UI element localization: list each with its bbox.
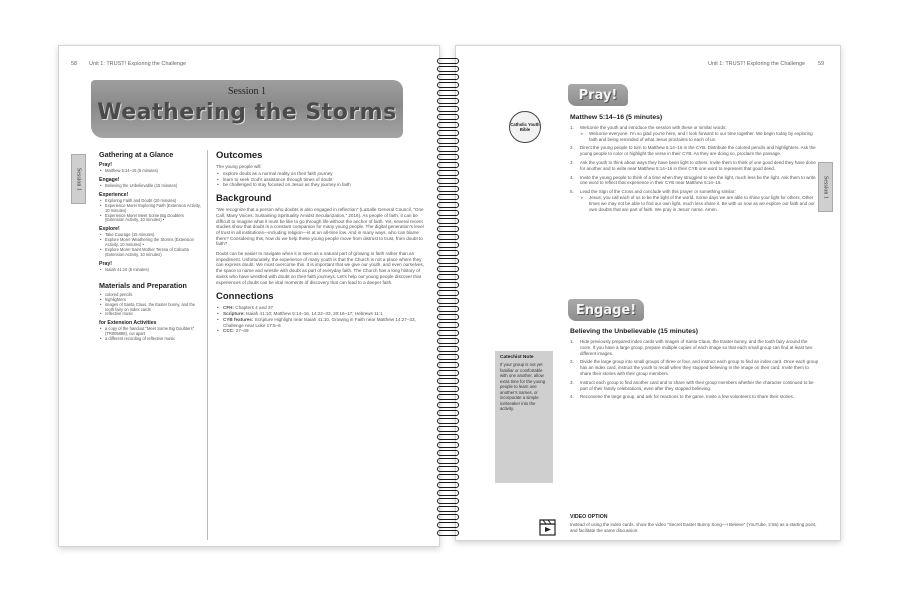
spiral-coil [437, 226, 459, 232]
connection-label: Scripture: [223, 311, 245, 317]
spiral-coil [437, 74, 459, 80]
outcome-item: • be challenged to stay focused on Jesus as they journey in faith [216, 182, 426, 188]
catholic-youth-bible-icon [509, 111, 541, 143]
spiral-coil [437, 394, 459, 400]
spiral-coil [437, 314, 459, 320]
pray-banner-label: Pray! [578, 87, 618, 103]
main-column [216, 150, 426, 339]
outcomes-intro: The young people will: [216, 164, 262, 169]
spiral-coil [437, 506, 459, 512]
glance-item: • Experience More! Exploring Faith (Extension Activity, 10 minutes) [99, 204, 203, 214]
connection-label: CYB features: [223, 316, 254, 322]
pray-banner [568, 84, 628, 106]
pray-step: 4. Invite the young people to think of a time when they struggled to see the light, much less be the light. Ask them to write one word to reflect that experience in their CYB near Matthew 5:14–16. [570, 174, 816, 186]
extension-heading: for Extension Activities [99, 320, 157, 327]
materials-item: • highlighters [99, 298, 203, 303]
spiral-coil [437, 290, 459, 296]
connection-text: 27–49 [234, 328, 249, 334]
side-tab [71, 154, 86, 204]
glance-group-heading: Explore! [99, 226, 120, 233]
side-tab-label: Session 1 [822, 175, 829, 199]
spiral-coil [437, 282, 459, 288]
session-title: Weathering the Storms [97, 100, 397, 125]
page-number: 59 [818, 61, 825, 67]
spiral-coil [437, 474, 459, 480]
spiral-coil [437, 378, 459, 384]
spiral-coil [437, 98, 459, 104]
spiral-coil [437, 202, 459, 208]
glance-item: • Experience More! Meet Some Big Doubters (Extension Activity, 10 minutes) • [99, 214, 203, 224]
glance-heading: Gathering at a Glance [99, 150, 174, 159]
connection-text: Scripture Highlight near Isaiah 41:10, Growing in Faith near Matthew 14:27–33, Challenge near Luke 17:5–6 [223, 316, 416, 328]
badge-label: Catholic Youth Bible [510, 122, 540, 132]
spiral-coil [437, 154, 459, 160]
spiral-coil [437, 266, 459, 272]
spiral-coil [437, 346, 459, 352]
pray-step: 1. Welcome the youth and introduce the session with these or similar words: ➢ Welcome everyone. I'm so glad you're here, and I look forward to our time together. We begin today by exploring faith and being reminded of what Jesus proclaims to each of us. [570, 125, 820, 142]
catechist-note [495, 351, 553, 483]
spiral-coil [437, 490, 459, 496]
engage-banner [568, 299, 644, 321]
spiral-coil [437, 322, 459, 328]
spiral-coil [437, 330, 459, 336]
spiral-coil [437, 186, 459, 192]
connection-text: Chapters 4 and 37 [233, 305, 274, 311]
session-label: Session 1 [227, 86, 267, 97]
materials-heading: Materials and Preparation [99, 280, 187, 290]
spiral-coil [437, 138, 459, 144]
spiral-binding [437, 58, 459, 548]
spiral-coil [437, 274, 459, 280]
outcome-item: • explore doubt as a normal reality on their faith journey [216, 171, 426, 177]
spiral-coil [437, 362, 459, 368]
left-page [58, 45, 440, 547]
spiral-coil [437, 242, 459, 248]
spiral-coil [437, 370, 459, 376]
spiral-coil [437, 434, 459, 440]
catechist-note-text: If your group is not yet familiar or comfortable with one another, allow extra time for the young people to learn one another's names, or incorporate a simple icebreaker into the activity. [500, 362, 546, 411]
engage-heading: Believing the Unbelievable (15 minutes) [570, 328, 699, 335]
spiral-coil [437, 114, 459, 120]
spiral-coil [437, 442, 459, 448]
catechist-note-heading: Catechist Note [500, 355, 534, 360]
spiral-coil [437, 90, 459, 96]
engage-step: 2. Divide the large group into small groups of three or four, and instruct each group to find an index card. Once each group has an index card, instruct the youth to recall when they stopped believing in the image on their card. Invite them to share their stories with their group members. [570, 359, 819, 376]
spiral-coil [437, 386, 459, 392]
extension-item: • a different recording of reflective music [99, 337, 203, 342]
engage-section [570, 328, 820, 403]
glance-item: • Believing the Unbelievable (15 minutes) [99, 184, 203, 189]
spiral-coil [437, 258, 459, 264]
video-option-heading: VIDEO OPTION [570, 514, 608, 520]
spiral-coil [437, 450, 459, 456]
spiral-coil [437, 498, 459, 504]
spiral-coil [437, 298, 459, 304]
connection-label: CFH: [223, 305, 234, 311]
spiral-coil [437, 466, 459, 472]
connections-heading: Connections [216, 291, 274, 303]
spiral-coil [437, 354, 459, 360]
glance-item: • Isaiah 41:10 (5 minutes) [99, 268, 203, 273]
sidebar-column [99, 150, 203, 344]
extension-item: • a copy of the handout "Meet Some Big Doubters" (TR005888), cut apart [99, 327, 203, 337]
side-tab-label: Session 1 [75, 167, 82, 191]
spiral-coil [437, 458, 459, 464]
connection-item [216, 317, 426, 329]
spiral-coil [437, 130, 459, 136]
spiral-coil [437, 522, 459, 528]
spiral-coil [437, 338, 459, 344]
right-page [455, 45, 841, 541]
glance-item: • Explore More! Saint Mother Teresa of Calcutta (Extension Activity, 10 minutes) [99, 248, 203, 258]
spiral-coil [437, 410, 459, 416]
pray-step: 3. Ask the youth to think about ways they have been light to others. Invite them to think of one good deed they have done for another and to write near Matthew 5:14–16 in their CYB one word to represent that good deed. [570, 159, 816, 171]
spiral-coil [437, 482, 459, 488]
connection-label: CCC: [223, 328, 235, 334]
engage-step: 3. Instruct each group to find another card and to share with their group members whether the character continued to be part of their family celebrations, even after they stopped believing. [570, 379, 814, 391]
pray-heading: Matthew 5:14–16 (5 minutes) [570, 114, 663, 121]
pray-step: 5. Lead the Sign of the Cross and conclude with this prayer or something similar: ➢ Jesus, you call each of us to be the light of the world. Some days we are able to shine your light for others. Other times we may not be able to find our own light, much less share it. Be with us now as we explore our faith and our own doubts that are part of faith. We pray in Jesus' name. Amen. [570, 189, 820, 212]
spiral-coil [437, 530, 459, 536]
page-number: 58 [71, 61, 78, 67]
spiral-coil [437, 418, 459, 424]
outcomes-heading: Outcomes [216, 150, 263, 161]
background-heading: Background [216, 193, 272, 205]
spiral-coil [437, 306, 459, 312]
connection-text: Isaiah 41:10; Matthew 5:14–16, 14:22–33, 20:16–17; Hebrews 11:1 [244, 311, 383, 317]
glance-item: • Exploring Faith and Doubt (20 minutes) [99, 199, 203, 204]
spiral-coil [437, 402, 459, 408]
outcome-item: • learn to seek God's assistance through times of doubt [216, 177, 426, 183]
spiral-coil [437, 210, 459, 216]
spiral-coil [437, 162, 459, 168]
spiral-coil [437, 250, 459, 256]
video-option-text: Instead of using the index cards, show the video "Secret Easter Bunny Song—I Believe" (YouTube, 2:55) as a starting point, and facilitate the same discussion. [570, 522, 817, 533]
spiral-coil [437, 122, 459, 128]
pray-step-script: ➢ Jesus, you call each of us to be the light of the world. Some days we are able to shine your light for others. Other times we may not be able to find our own light, much less share it. Be with us now as we explore our faith and our own doubts that are part of faith. We pray in Jesus' name. Amen. [580, 195, 820, 212]
spiral-coil [437, 514, 459, 520]
side-tab [818, 162, 833, 212]
spiral-coil [437, 146, 459, 152]
materials-item: • colored pencils [99, 293, 203, 298]
running-head: Unit 1: TRUST! Exploring the Challenge [708, 61, 806, 67]
engage-step: 1. Hide previously prepared index cards with images of Santa Claus, the Easter bunny, and the tooth fairy around the room. If you have a large group, prepare multiple copies of each image so that each small group can find at least two different images. [570, 339, 813, 356]
spiral-coil [437, 426, 459, 432]
spiral-coil [437, 82, 459, 88]
spiral-coil [437, 178, 459, 184]
spiral-coil [437, 66, 459, 72]
engage-step: 4. Reconvene the large group, and ask for reactions to the game. Invite a few volunteers to share their stories. [570, 394, 795, 400]
glance-item: • Matthew 5:14–16 (5 minutes) [99, 169, 203, 174]
background-paragraph: "We recognize that a person who doubts is also engaged in reflection" (LaSalle General Council, "One Call, Many Voices: Sustaining Spirituality Amidst Secularization," 2016). As people of faith, it can be difficult to imagine what it must be like to go through life without the anchor of faith. Yet, several recent studies show that doubt is a constant companion for many young people. The digital generation's level of trust in all institutions—including religion—is at an all-time low. And in many ways, who can blame them? Considering this, how do we help these young people move from distrust to trust, from doubt to faith? [216, 207, 424, 247]
pray-step-script: ➢ Welcome everyone. I'm so glad you're here, and I look forward to our time together. We begin today by exploring faith and being reminded of what Jesus proclaims to each of us. [580, 131, 820, 143]
session-title-banner [91, 80, 403, 138]
glance-group-heading: Engage! [99, 176, 120, 183]
spiral-coil [437, 234, 459, 240]
glance-item: • Explore More! Weathering the Storms (Extension Activity, 10 minutes) • [99, 238, 203, 248]
pray-section [570, 114, 820, 215]
glance-group-heading: Pray! [99, 260, 112, 267]
materials-item: • images of Santa Claus, the Easter bunny, and the tooth fairy on index cards [99, 303, 203, 313]
connection-item [216, 328, 426, 334]
column-divider [207, 150, 208, 540]
pray-step: 2. Direct the young people to turn to Matthew 5:14–16 in the CYB. Distribute the colored pencils and highlighters. Ask the young people to color or highlight the verse in their CYB. As they are doing so, proclaim the passage. [570, 145, 816, 157]
spiral-coil [437, 106, 459, 112]
engage-banner-label: Engage! [575, 302, 637, 318]
video-clapper-icon [538, 517, 558, 537]
spiral-coil [437, 170, 459, 176]
background-paragraph: Doubt can be easier to navigate when it is seen as a natural part of growing in faith rather than an impediment. Unfortunately, the experience of many youth is that the Church is not a place where they can express doubt. We must overcome this. It is important that we give our youth, and even ourselves, the space to name and wrestle with doubt as part of everyday faith. The Church has a long history of saints who have wrestled with doubt on their faith journeys. Let's help our young people discover that experiences of doubt can be vital moments of discovery that can lead to a deeper faith. [216, 251, 425, 285]
spiral-coil [437, 58, 459, 64]
glance-item: • Take Courage (15 minutes) [99, 233, 203, 238]
spiral-coil [437, 194, 459, 200]
running-head: Unit 1: TRUST! Exploring the Challenge [89, 61, 187, 67]
spiral-coil [437, 218, 459, 224]
glance-group-heading: Experience! [99, 191, 129, 198]
materials-item: • reflective music [99, 312, 203, 317]
glance-group-heading: Pray! [99, 162, 112, 168]
